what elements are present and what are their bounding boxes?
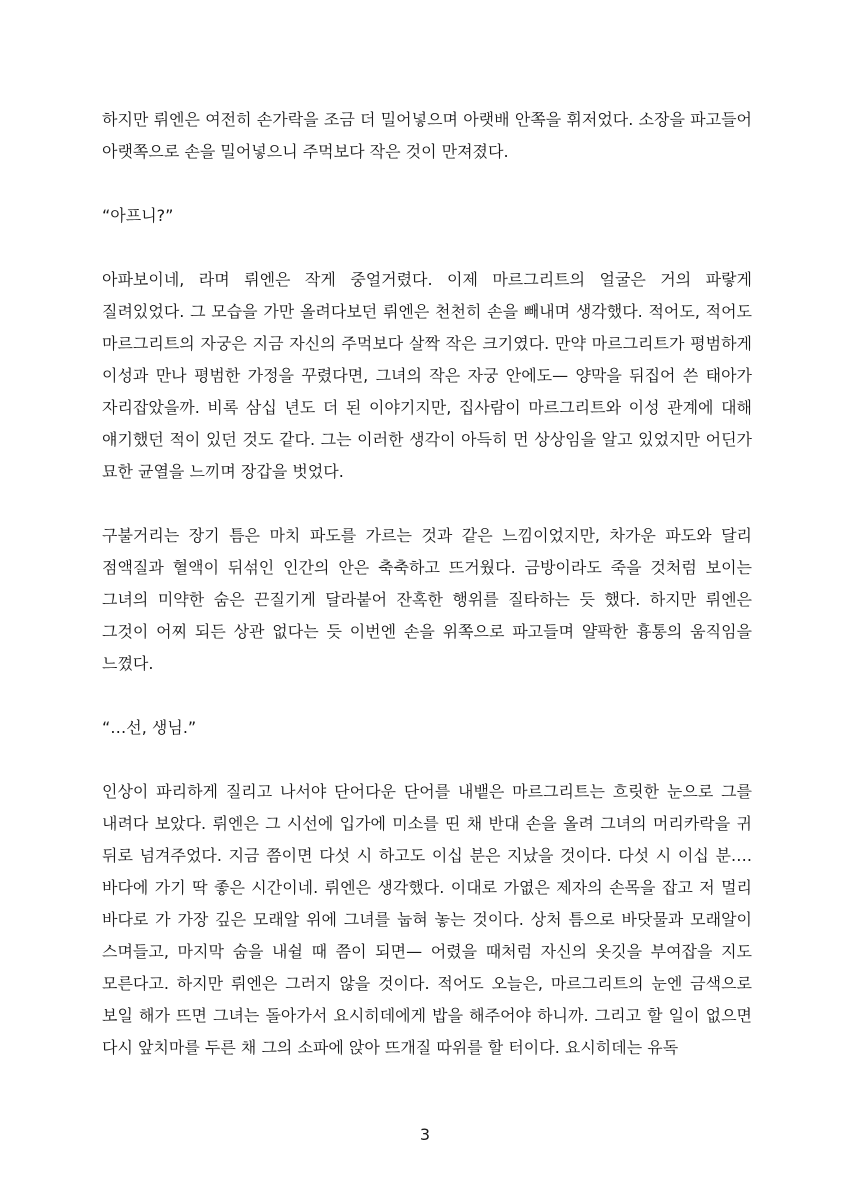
paragraph-4: 인상이 파리하게 질리고 나서야 단어다운 단어를 내뱉은 마르그리트는 흐릿한 눈으로 그를 내려다 보았다. 뤼엔은 그 시선에 입가에 미소를 띤 채 반대 손을 올려 그녀의 머리카락을 귀 뒤로 넘겨주었다. 지금 쯤이면 다섯 시 하고도 이십 분은 지났을 것이다. 다섯 시 이십 분…. 바다에 가기 딱 좋은 시간이네. 뤼엔은 생각했다. 이대로 가엾은 제자의 손목을 잡고 저 멀리 바다로 가 가장 깊은 모래알 위에 그녀를 눕혀 놓는 것이다. 상처 틈으로 바닷물과 모래알이 스며들고, 마지막 숨을 내쉴 때 쯤이 되면— 어렸을 때처럼 자신의 옷깃을 부여잡을 지도 모른다고. 하지만 뤼엔은 그러지 않을 것이다. 적어도 오늘은, 마르그리트의 눈엔 금색으로 보일 해가 뜨면 그녀는 돌아가서 요시히데에게 밥을 해주어야 하니까. 그리고 할 일이 없으면 다시 앞치마를 두른 채 그의 소파에 앉아 뜨개질 따위를 할 터이다. 요시히데는 유독 bbox=[102, 782, 752, 1057]
dialogue-line-1: “아프니?” bbox=[102, 206, 174, 225]
paragraph-2: 아파보이네, 라며 뤼엔은 작게 중얼거렸다. 이제 마르그리트의 얼굴은 거의 파랗게 질려있었다. 그 모습을 가만 올려다보던 뤼엔은 천천히 손을 빼내며 생각했다. 적어도, 적어도 마르그리트의 자궁은 지금 자신의 주먹보다 살짝 작은 크기였다. 만약 마르그리트가 평범하게 이성과 만나 평범한 가정을 꾸렸다면, 그녀의 작은 자궁 안에도— 양막을 뒤집어 쓴 태아가 자리잡았을까. 비록 삼십 년도 더 된 이야기지만, 집사람이 마르그리트와 이성 관계에 대해 얘기했던 적이 있던 것도 같다. 그는 이러한 생각이 아득히 먼 상상임을 알고 있었지만 어딘가 묘한 균열을 느끼며 장갑을 벗었다. bbox=[102, 270, 752, 481]
page-number: 3 bbox=[419, 1125, 431, 1144]
paragraph-1: 하지만 뤼엔은 여전히 손가락을 조금 더 밀어넣으며 아랫배 안쪽을 휘저었다. 소장을 파고들어 아랫쪽으로 손을 밀어넣으니 주먹보다 작은 것이 만져졌다. bbox=[102, 110, 752, 161]
paragraph-3: 구불거리는 장기 틈은 마치 파도를 가르는 것과 같은 느낌이었지만, 차가운 파도와 달리 점액질과 혈액이 뒤섞인 인간의 안은 축축하고 뜨거웠다. 금방이라도 죽을 것처럼 보이는 그녀의 미약한 숨은 끈질기게 달라붙어 잔혹한 행위를 질타하는 듯 했다. 하지만 뤼엔은 그것이 어찌 되든 상관 없다는 듯 이번엔 손을 위쪽으로 파고들며 얄팍한 흉통의 움직임을 느꼈다. bbox=[102, 526, 752, 673]
dialogue-line-2: “…선, 생님.” bbox=[102, 718, 197, 737]
